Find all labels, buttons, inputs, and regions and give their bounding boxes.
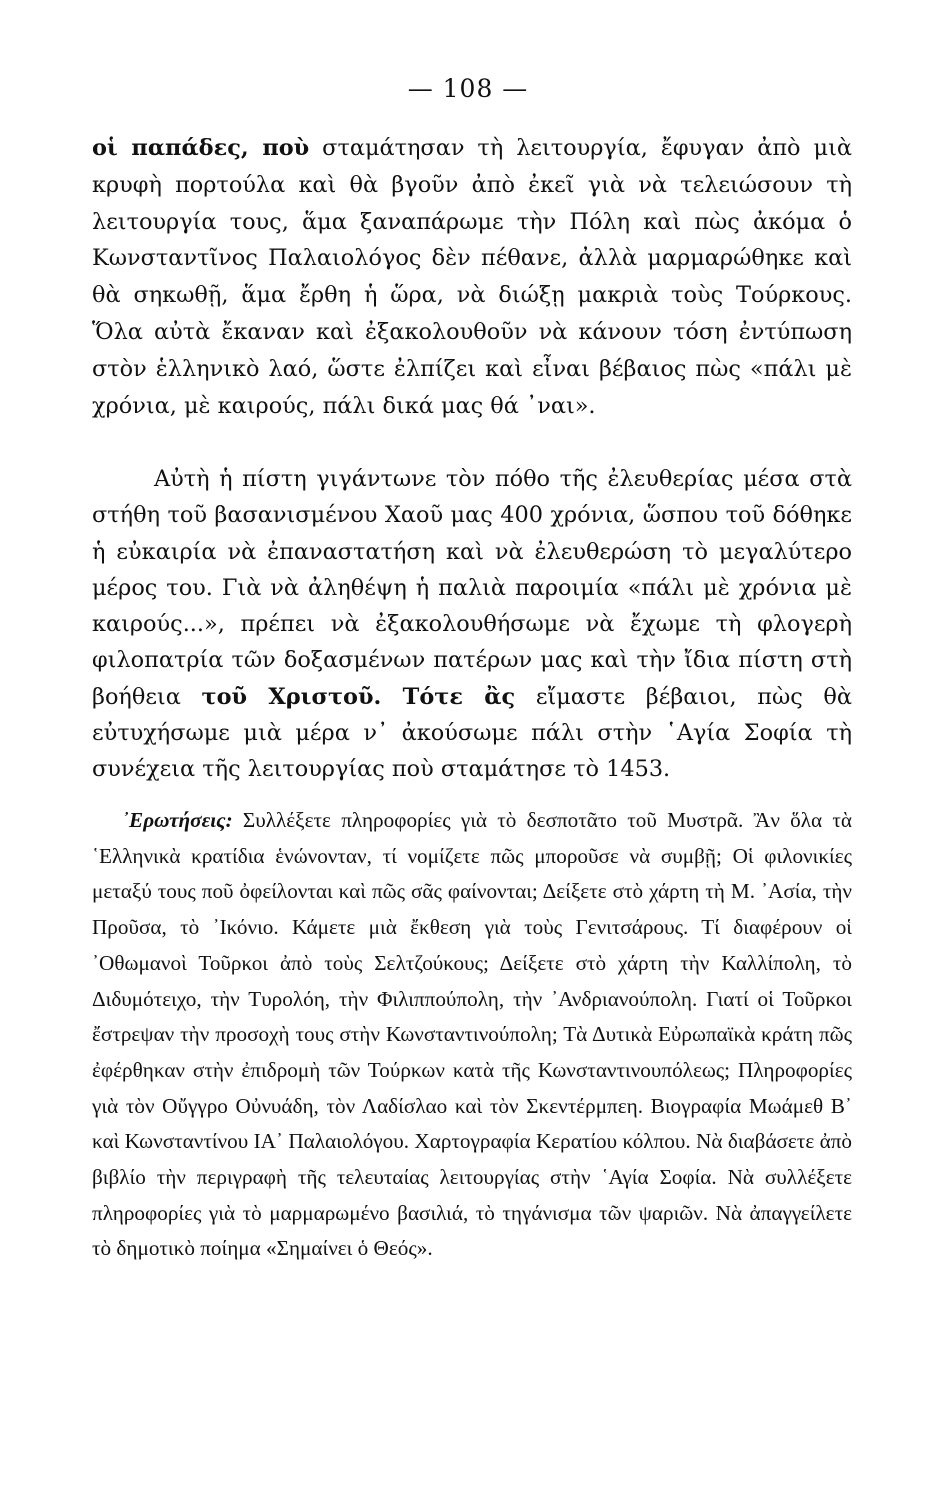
questions-paragraph: [92, 803, 852, 1267]
paragraph-2-bold: τοῦ Χριστοῦ. Τότε ἂς: [201, 683, 516, 710]
paragraph-2-text-a: Αὐτὴ ἡ πίστη γιγάντωνε τὸν πόθο τῆς ἐλευθερίας μέσα στὰ στήθη τοῦ βασανισμένου Χαοῦ μας 400 χρόνια, ὥσπου τοῦ δόθηκε ἡ εὐκαιρία νὰ ἐπαναστατήση καὶ νὰ ἐλευθερώση τὸ μεγαλύτερο μέρος του. Γιὰ νὰ ἀληθέψη ἡ παλιὰ παροιμία «πάλι μὲ χρόνια μὲ καιρούς...», πρέπει νὰ ἐξακολουθήσωμε νὰ ἔχωμε τὴ φλογερὴ φιλοπατρία τῶν δοξασμένων πατέρων μας καὶ τὴν ἴδια πίστη στὴ βοήθεια: [92, 466, 852, 710]
paragraph-1: [92, 130, 852, 424]
paragraph-1-lead: οἱ παπάδες, ποὺ: [92, 135, 310, 161]
paragraph-2: [92, 461, 852, 788]
paragraph-1-text: σταμάτησαν τὴ λειτουργία, ἔφυγαν ἀπὸ μιὰ κρυφὴ πορτούλα καὶ θὰ βγοῦν ἀπὸ ἐκεῖ γιὰ νὰ τελειώσουν τὴ λειτουργία τους, ἅμα ξαναπάρωμε τὴν Πόλη καὶ πὼς ἀκόμα ὁ Κωνσταντῖνος Παλαιολόγος δὲν πέθανε, ἀλλὰ μαρμαρώθηκε καὶ θὰ σηκωθῇ, ἅμα ἔρθη ἡ ὥρα, νὰ διώξῃ μακριὰ τοὺς Τούρκους. Ὅλα αὐτὰ ἔκαναν καὶ ἐξακολουθοῦν νὰ κάνουν τόση ἐντύπωση στὸν ἑλληνικὸ λαό, ὥστε ἐλπίζει καὶ εἶναι βέβαιος πὼς «πάλι μὲ χρόνια, μὲ καιρούς, πάλι δικά μας θά ᾽ναι».: [92, 135, 852, 419]
questions-label: ᾽Ερωτήσεις:: [122, 808, 233, 832]
questions-text: Συλλέξετε πληροφορίες γιὰ τὸ δεσποτᾶτο τοῦ Μυστρᾶ. Ἂν ὅλα τὰ ῾Ελληνικὰ κρατίδια ἑνώνονταν, τί νομίζετε πῶς μποροῦσε νὰ συμβῇ; Οἱ φιλονικίες μεταξύ τους ποῦ ὀφείλονται καὶ πῶς σᾶς φαίνονται; Δείξετε στὸ χάρτη τὴ Μ. ᾽Ασία, τὴν Προῦσα, τὸ ᾽Ικόνιο. Κάμετε μιὰ ἔκθεση γιὰ τοὺς Γενιτσάρους. Τί διαφέρουν οἱ ᾽Οθωμανοὶ Τοῦρκοι ἀπὸ τοὺς Σελτζούκους; Δείξετε στὸ χάρτη τὴν Καλλίπολη, τὸ Διδυμότειχο, τὴν Τυρολόη, τὴν Φιλιππούπολη, τὴν ᾽Ανδριανούπολη. Γιατί οἱ Τοῦρκοι ἔστρεψαν τὴν προσοχὴ τους στὴν Κωνσταντινούπολη; Τὰ Δυτικὰ Εὐρωπαϊκὰ κράτη πῶς ἐφέρθηκαν στὴν ἐπιδρομὴ τῶν Τούρκων κατὰ τῆς Κωνσταντινουπόλεως; Πληροφορίες γιὰ τὸν Οὔγγρο Οὐνυάδη, τὸν Λαδίσλαο καὶ τὸν Σκεντέρμπεη. Βιογραφία Μωάμεθ Β᾽ καὶ Κωνσταντίνου ΙΑ᾽ Παλαιολόγου. Χαρτογραφία Κερατίου κόλπου. Νὰ διαβάσετε ἀπὸ βιβλίο τὴν περιγραφὴ τῆς τελευταίας λειτουργίας στὴν ῾Αγία Σοφία. Νὰ συλλέξετε πληροφορίες γιὰ τὸ μαρμαρωμένο βασιλιά, τὸ τηγάνισμα τῶν ψαριῶν. Νὰ ἀπαγγείλετε τὸ δημοτικὸ ποίημα «Σημαίνει ὁ Θεός».: [92, 808, 852, 1261]
page-number: — 108 —: [407, 74, 529, 103]
paragraph-2-text-b: εἴμαστε βέβαιοι, πὼς θὰ εὐτυχήσωμε μιὰ μέρα ν᾽ ἀκούσωμε πάλι στὴν ῾Αγία Σοφία τὴ συνέχεια τῆς λειτουργίας ποὺ σταμάτησε τὸ 1453.: [92, 683, 853, 783]
